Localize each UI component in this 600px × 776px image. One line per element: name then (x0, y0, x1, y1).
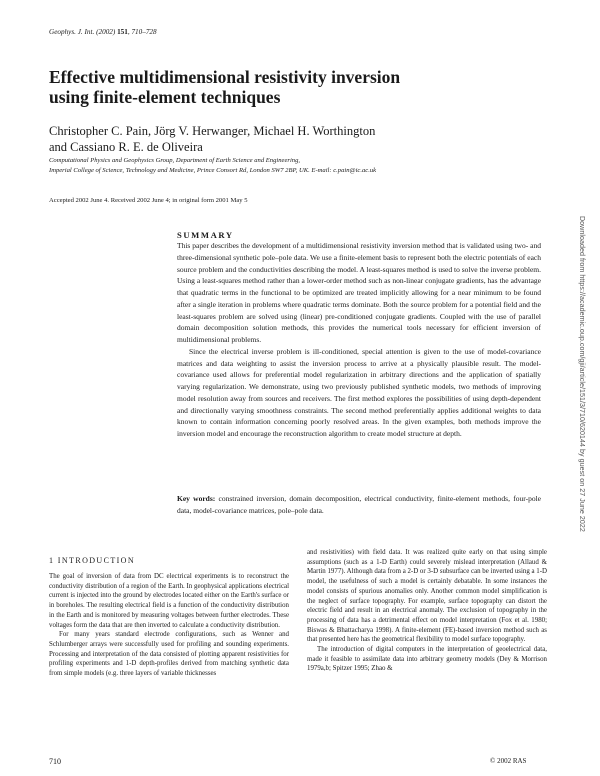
intro-paragraph-4: The introduction of digital computers in the interpretation of geoelectrical data, made it feasible to assimilate data into arbitrary geometry models (Dey & Morrison 1979a,b; Spitzer 1995; Zhao & (307, 646, 547, 673)
affiliation-line-2: Imperial College of Science, Technology and Medicine, Prince Consort Rd, London SW7 2BP, UK. E-mail: c.pain@ic.ac.uk (49, 167, 377, 175)
abstract-paragraph-1: This paper describes the development of a multidimensional resistivity inversion method that is validated using two- and three-dimensional synthetic pole–pole data. We use a finite-element basis to represent both the electric potentials of each source problem and the conductivities describing the model. A least-squares method is used to solve the inverse problem. Using a least-squares method rather than a lower-order method such as non-linear conjugate gradients, has the advantage that quadratic terms in the functional to be optimized are treated implicitly allowing for a near minimum to be found after a single iteration in problems where quadratic terms dominate. Both the source problem for a potential field and the least-squares problem are solved using (linear) pre-conditioned conjugate gradients. Coupled with the use of parallel domain decomposition solution methods, this provides the numerical tools necessary for efficient inversion of multidimensional problems. (177, 241, 541, 344)
download-watermark: Downloaded from https://academic.oup.com/gji/article/151/3/710/620144 by guest on 27 June 2022 (578, 216, 586, 532)
journal-volume: 151 (117, 28, 128, 36)
affiliation-line-1: Computational Physics and Geophysics Group, Department of Earth Science and Engineering, (49, 157, 301, 164)
abstract-paragraph-2: Since the electrical inverse problem is ill-conditioned, special attention is given to the use of model-covariance matrices and data weighting to assist the inversion process to arrive at a physically plausible result. The model-covariance used allows for preferential model regularization in arbitrary directions and the application of spatially varying regularization. We demonstrate, using two previously published synthetic models, two methods of improving model resolution away from sources and receivers. The first method explores the possibilities of using depth-dependent and directionally varying smoothness constraints. The second method preferentially applies additional weights to data known to contain information concerning poorly resolved areas. In the given examples, both methods improve the inversion model and encourage the reconstruction algorithm to create model structure at depth. (177, 346, 541, 438)
article-title (49, 67, 509, 107)
authors-line-2: and Cassiano R. E. de Oliveira (49, 140, 203, 154)
affiliation (49, 156, 529, 176)
right-column (307, 548, 547, 674)
journal-header (49, 28, 157, 36)
title-line-2: using finite-element techniques (49, 87, 281, 107)
keywords-text: constrained inversion, domain decomposition, electrical conductivity, finite-element methods, four-pole data, model-covariance matrices, pole–pole data. (177, 494, 541, 515)
submission-dates: Accepted 2002 June 4. Received 2002 June 4; in original form 2001 May 5 (49, 197, 248, 204)
abstract (177, 240, 541, 440)
author-list (49, 123, 509, 155)
section-heading-introduction: 1 INTRODUCTION (49, 556, 136, 565)
copyright-notice: © 2002 RAS (490, 757, 527, 765)
summary-heading: SUMMARY (177, 230, 234, 240)
intro-paragraph-3: and resistivities) with field data. It was realized quite early on that using simple assumptions (such as a 1-D Earth) could severely mislead interpretation (Allaud & Martin 1977). Although data from a 2-D or 3-D subsurface can be inverted using a 1-D model, the usefulness of such a model is certainly debatable. In some instances the model consists of spurious anomalies only. Another common model simplification is the neglect of surface topography. For example, surface topography can distort the electric field and result in an electrical anomaly. The exclusion of topography in the processing of data has a detrimental effect on model interpretation (Fox et al. 1980; Biswas & Bhattacharya 1998). A finite-element (FE)-based inversion method such as that presented here has the geometrical flexibility to model surface topography. (307, 549, 547, 644)
title-line-1: Effective multidimensional resistivity inversion (49, 67, 401, 87)
left-column (49, 572, 289, 679)
keywords (177, 493, 541, 517)
journal-name: Geophys. J. Int. (49, 28, 95, 36)
keywords-label: Key words: (177, 494, 216, 503)
intro-paragraph-2: For many years standard electrode configurations, such as Wenner and Schlumberger arrays were successfully used for profiling and sounding experiments. Processing and interpretation of the data consisted of plotting apparent resistivities for profiling experiments and 1-D depth-profiles derived from matching synthetic data from simple models (e.g. three layers of variable thicknesses (49, 631, 289, 678)
journal-year: (2002) (96, 28, 116, 36)
page-number: 710 (49, 757, 61, 766)
authors-line-1: Christopher C. Pain, Jörg V. Herwanger, Michael H. Worthington (49, 124, 376, 138)
intro-paragraph-1: The goal of inversion of data from DC electrical experiments is to reconstruct the conductivity distribution of a region of the Earth. In geophysical applications electrical current is injected into the ground by electrodes located either on the Earth's surface or in boreholes. The resulting electrical field is a function of the conductivity distribution in the Earth and is monitored by measuring voltages between further electrodes. These voltages form the data that are then inverted to calculate a conductivity distribution. (49, 573, 289, 629)
journal-pages: , 710–728 (127, 28, 157, 36)
